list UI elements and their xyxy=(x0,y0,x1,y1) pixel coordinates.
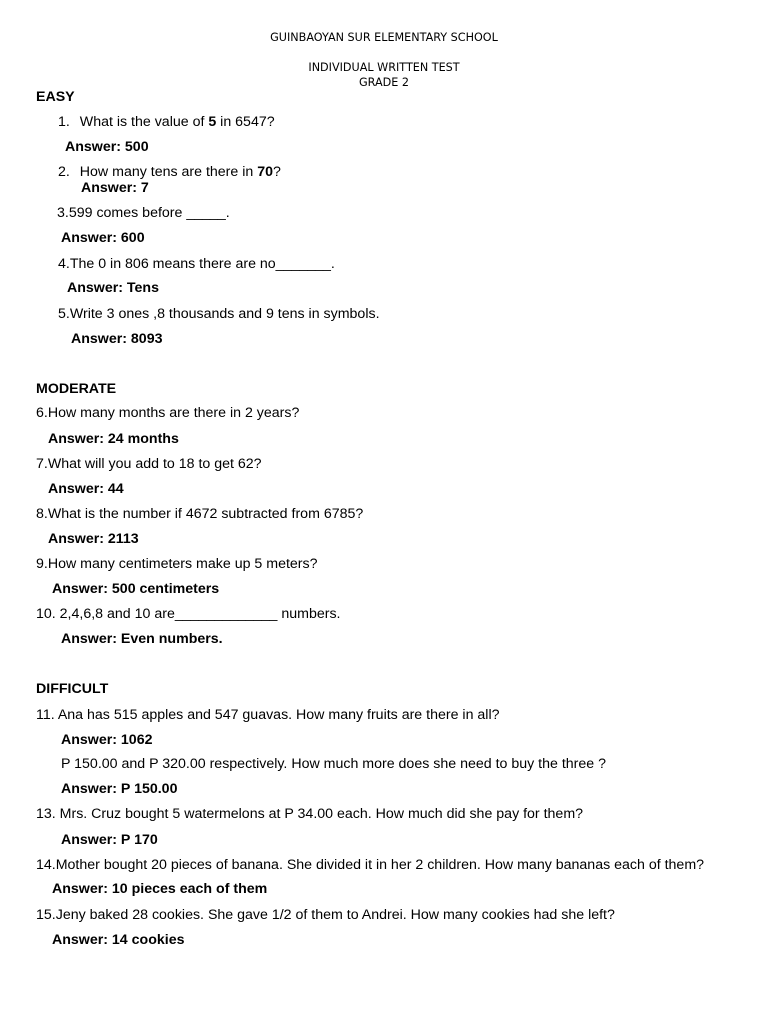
question-number: 1. xyxy=(58,114,70,130)
section-title-easy: EASY xyxy=(36,89,75,105)
answer-12: Answer: P 150.00 xyxy=(61,781,178,797)
question-text: ? xyxy=(273,164,281,180)
question-5: 5.Write 3 ones ,8 thousands and 9 tens in symbols. xyxy=(58,306,380,322)
question-6: 6.How many months are there in 2 years? xyxy=(36,405,300,421)
question-4: 4.The 0 in 806 means there are no_______. xyxy=(58,256,335,272)
question-3: 3.599 comes before _____. xyxy=(57,205,230,221)
answer-9: Answer: 500 centimeters xyxy=(52,581,220,597)
answer-6: Answer: 24 months xyxy=(48,431,179,447)
answer-1: Answer: 500 xyxy=(65,139,149,155)
answer-15: Answer: 14 cookies xyxy=(52,932,185,948)
section-title-moderate: MODERATE xyxy=(36,381,117,397)
question-9: 9.How many centimeters make up 5 meters? xyxy=(36,556,318,572)
answer-11: Answer: 1062 xyxy=(61,732,153,748)
question-text: in 6547? xyxy=(216,114,275,130)
question-12: P 150.00 and P 320.00 respectively. How much more does she need to buy the three ? xyxy=(61,756,606,772)
question-13: 13. Mrs. Cruz bought 5 watermelons at P 34.00 each. How much did she pay for them? xyxy=(36,806,584,822)
answer-3: Answer: 600 xyxy=(61,230,145,246)
question-7: 7.What will you add to 18 to get 62? xyxy=(36,456,262,472)
question-text: What is the value of xyxy=(79,114,209,130)
question-number: 2. xyxy=(58,164,70,180)
answer-7: Answer: 44 xyxy=(48,481,124,497)
question-8: 8.What is the number if 4672 subtracted from 6785? xyxy=(36,506,364,522)
section-title-difficult: DIFFICULT xyxy=(36,681,109,697)
answer-4: Answer: Tens xyxy=(67,280,159,296)
question-emphasis: 5 xyxy=(208,114,217,130)
question-10: 10. 2,4,6,8 and 10 are_____________ numbers. xyxy=(36,606,341,622)
question-1 xyxy=(58,113,275,131)
test-title: INDIVIDUAL WRITTEN TEST xyxy=(308,61,460,74)
question-text: How many tens are there in xyxy=(79,164,258,180)
question-emphasis: 70 xyxy=(257,164,274,180)
question-15: 15.Jeny baked 28 cookies. She gave 1/2 of them to Andrei. How many cookies had she left? xyxy=(36,907,615,923)
answer-8: Answer: 2113 xyxy=(48,531,139,547)
answer-5: Answer: 8093 xyxy=(71,331,163,347)
grade-label: GRADE 2 xyxy=(359,76,409,89)
answer-14: Answer: 10 pieces each of them xyxy=(52,881,268,897)
school-name: GUINBAOYAN SUR ELEMENTARY SCHOOL xyxy=(270,31,498,44)
question-11: 11. Ana has 515 apples and 547 guavas. How many fruits are there in all? xyxy=(36,707,500,723)
answer-10: Answer: Even numbers. xyxy=(61,631,223,647)
question-14: 14.Mother bought 20 pieces of banana. She divided it in her 2 children. How many bananas each of them? xyxy=(36,857,705,873)
answer-13: Answer: P 170 xyxy=(61,832,158,848)
answer-2: Answer: 7 xyxy=(81,180,149,196)
